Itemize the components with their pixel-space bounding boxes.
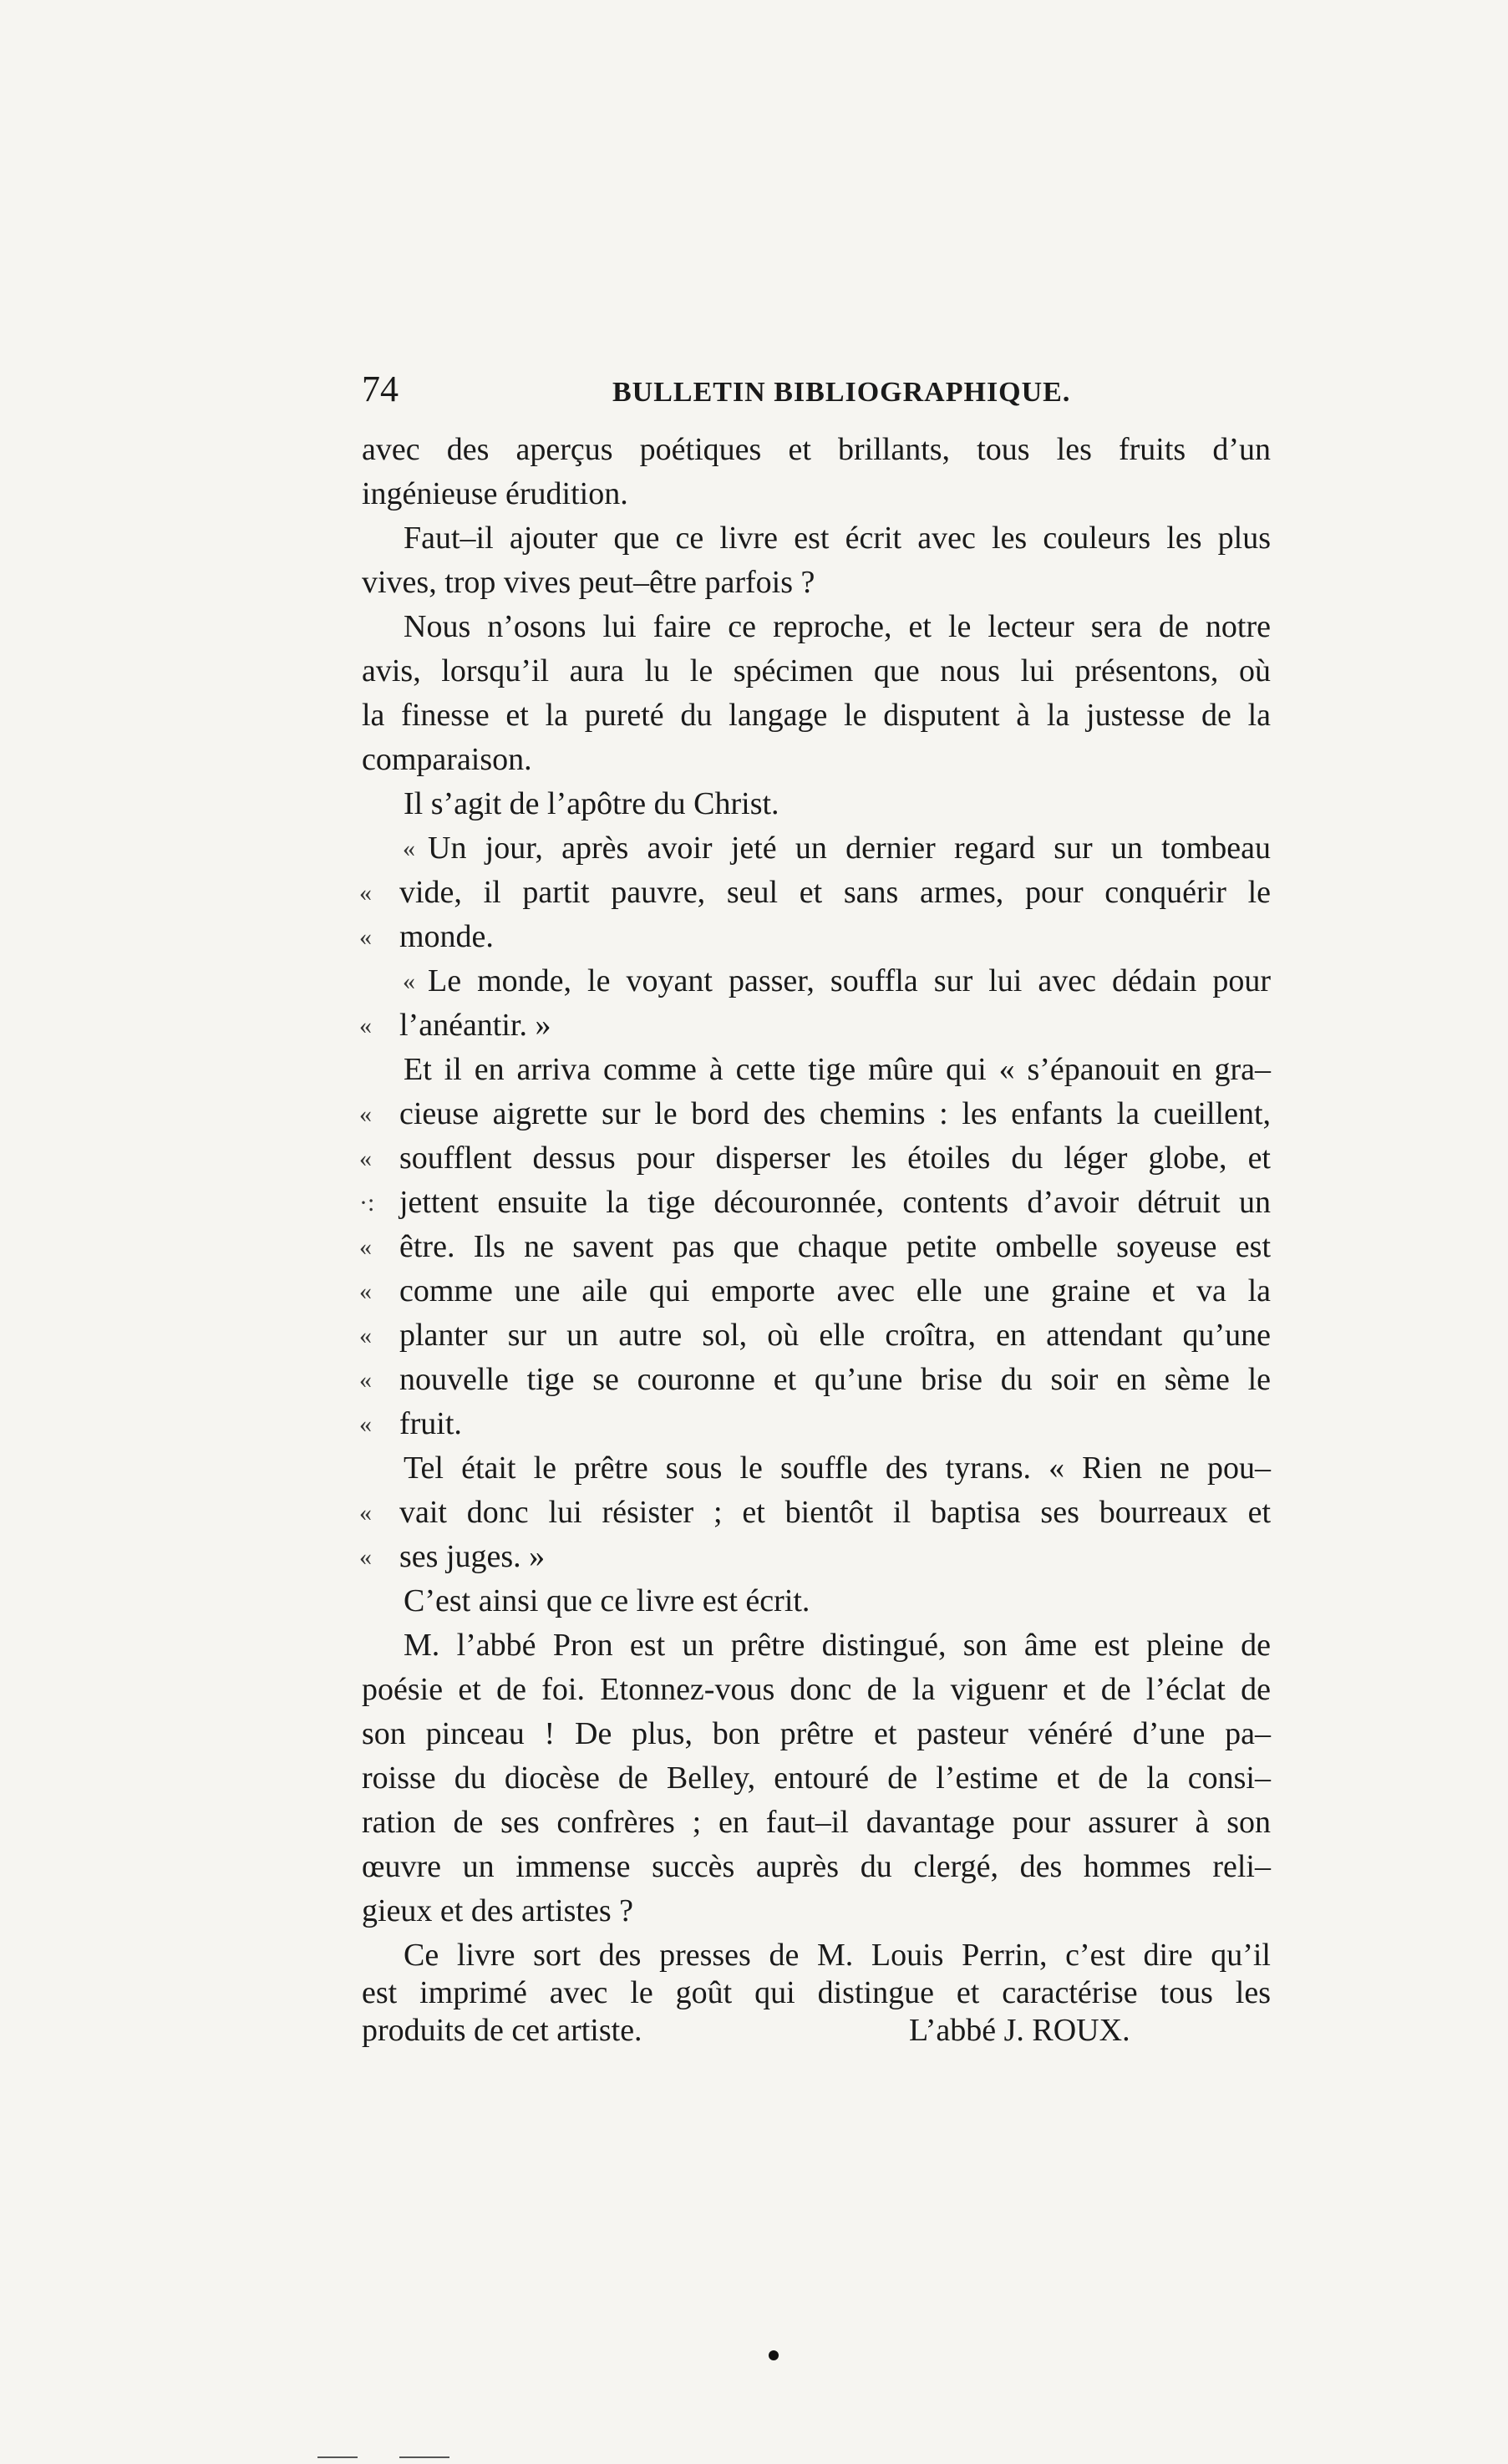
quote-mark: « xyxy=(359,1499,372,1527)
text-line: comme une aile qui emporte avec elle une graine et va la xyxy=(399,1273,1271,1308)
text-line: Tel était le prêtre sous le souffle des tyrans. « Rien ne pou– xyxy=(404,1450,1271,1486)
text-line: M. l’abbé Pron est un prêtre distingué, son âme est pleine de xyxy=(404,1628,1271,1663)
text-line: Il s’agit de l’apôtre du Christ. xyxy=(404,786,779,821)
text-line: Faut–il ajouter que ce livre est écrit avec les couleurs les plus xyxy=(404,521,1271,556)
text-line: vives, trop vives peut–être parfois ? xyxy=(362,565,815,600)
quote-mark: « xyxy=(359,1322,372,1349)
text-line: roisse du diocèse de Belley, entouré de l’estime et de la consi– xyxy=(362,1760,1271,1796)
closing-text: produits de cet artiste. xyxy=(362,2013,642,2048)
bullet-ornament xyxy=(769,2350,779,2360)
text-line: vide, il partit pauvre, seul et sans armes, pour conquérir le xyxy=(399,875,1271,910)
text-line: œuvre un immense succès auprès du clergé, des hommes reli– xyxy=(362,1849,1271,1884)
quote-mark: « xyxy=(359,879,372,907)
text-line: jettent ensuite la tige découronnée, contents d’avoir détruit un xyxy=(399,1185,1271,1220)
footer-rule xyxy=(399,2456,449,2458)
text-line: soufflent dessus pour disperser les étoiles du léger globe, et xyxy=(399,1141,1271,1176)
text-line: comparaison. xyxy=(362,742,532,777)
text-line: ingénieuse érudition. xyxy=(362,476,628,511)
text-line: nouvelle tige se couronne et qu’une brise du soir en sème le xyxy=(399,1362,1271,1397)
text-line: fruit. xyxy=(399,1406,462,1441)
signature: L’abbé J. ROUX. xyxy=(909,2013,1130,2048)
text-line: Et il en arriva comme à cette tige mûre qui « s’épanouit en gra– xyxy=(404,1052,1271,1087)
text-line: monde. xyxy=(399,919,494,954)
text-line: Le monde, le voyant passer, souffla sur lui avec dédain pour xyxy=(428,963,1271,998)
footer-rule xyxy=(317,2456,358,2458)
text-line: la finesse et la pureté du langage le disputent à la justesse de la xyxy=(362,698,1271,733)
running-title: BULLETIN BIBLIOGRAPHIQUE. xyxy=(612,377,1071,408)
text-line: C’est ainsi que ce livre est écrit. xyxy=(404,1583,810,1618)
text-line: Ce livre sort des presses de M. Louis Perrin, c’est dire qu’il xyxy=(404,1938,1271,1973)
text-line: avis, lorsqu’il aura lu le spécimen que nous lui présentons, où xyxy=(362,653,1271,688)
text-line: l’anéantir. » xyxy=(399,1008,551,1043)
text-line: planter sur un autre sol, où elle croîtra, en attendant qu’une xyxy=(399,1318,1271,1353)
text-line: est imprimé avec le goût qui distingue et caractérise tous les xyxy=(362,1975,1271,2010)
quote-mark: ·: xyxy=(359,1189,375,1217)
text-line: ses juges. » xyxy=(399,1539,546,1574)
quote-mark: « xyxy=(359,1543,372,1571)
text-line: être. Ils ne savent pas que chaque petite ombelle soyeuse est xyxy=(399,1229,1271,1264)
text-line: poésie et de foi. Etonnez-vous donc de la viguenr et de l’éclat de xyxy=(362,1672,1271,1707)
quote-mark: « xyxy=(359,1366,372,1394)
text-line: ration de ses confrères ; en faut–il davantage pour assurer à son xyxy=(362,1805,1271,1840)
text-line: son pinceau ! De plus, bon prêtre et pasteur vénéré d’une pa– xyxy=(362,1716,1271,1751)
quote-mark: « xyxy=(359,1012,372,1039)
quote-mark: « xyxy=(359,1410,372,1438)
text-line: gieux et des artistes ? xyxy=(362,1893,634,1928)
quote-mark: « xyxy=(403,968,415,995)
quote-mark: « xyxy=(359,1145,372,1172)
page-number: 74 xyxy=(362,368,399,409)
text-line: Nous n’osons lui faire ce reproche, et le lecteur sera de notre xyxy=(404,609,1271,644)
text-line: avec des aperçus poétiques et brillants, tous les fruits d’un xyxy=(362,432,1271,467)
closing-line xyxy=(362,2009,1271,2053)
text-line: vait donc lui résister ; et bientôt il baptisa ses bourreaux et xyxy=(399,1495,1271,1530)
quote-mark: « xyxy=(403,835,415,862)
quote-mark: « xyxy=(359,1278,372,1305)
text-line: cieuse aigrette sur le bord des chemins : les enfants la cueillent, xyxy=(399,1096,1271,1131)
quote-mark: « xyxy=(359,1100,372,1128)
quote-mark: « xyxy=(359,1233,372,1261)
text-line: Un jour, après avoir jeté un dernier regard sur un tombeau xyxy=(428,831,1271,866)
page-header xyxy=(362,364,1271,414)
quote-mark: « xyxy=(359,923,372,951)
